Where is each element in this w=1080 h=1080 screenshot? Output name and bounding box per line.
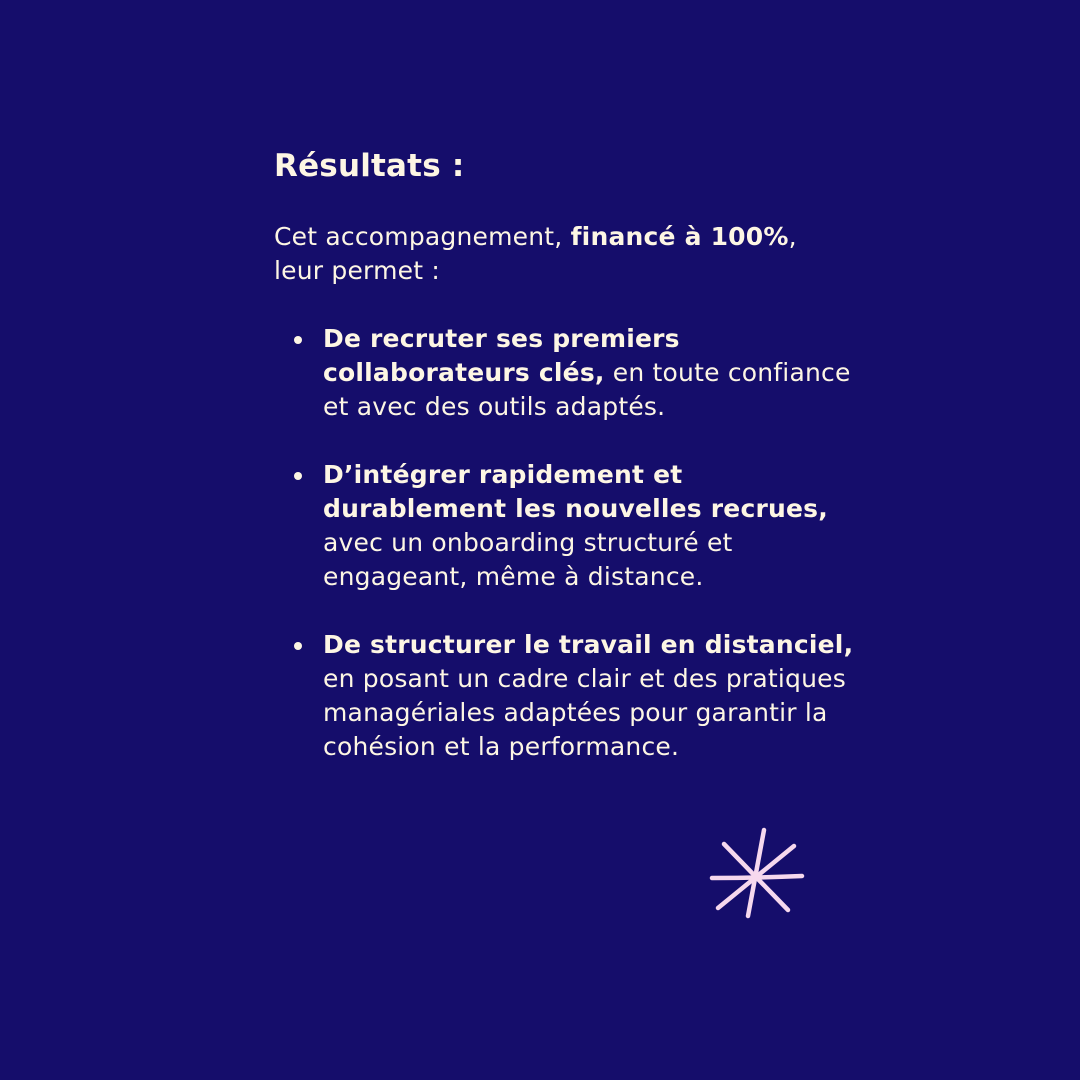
intro-text-after: , leur permet : [274,222,797,285]
bullet-dot-icon [294,336,302,344]
list-item-text: en toute confiance et avec des outils adaptés. [323,358,851,421]
list-item-onboarding [274,458,854,594]
list-item-bold-text: De structurer le travail en distanciel, [323,630,854,659]
list-item-text: en posant un cadre clair et des pratiques managériales adaptées pour garantir la cohésion et la performance. [323,664,846,761]
page-title: Résultats : [274,148,465,184]
intro-text-before: Cet accompagnement, [274,222,571,251]
bullet-dot-icon [294,642,302,650]
list-item-text: avec un onboarding structuré et engageant, même à distance. [323,528,733,591]
list-item-bold-text: De recruter ses premiers collaborateurs clés, [323,324,680,387]
intro-bold-text: financé à 100% [570,222,789,251]
sparkle-icon [706,826,806,920]
list-item-bold-text: D’intégrer rapidement et durablement les nouvelles recrues, [323,460,828,523]
intro-paragraph [274,220,854,288]
list-item-remote-work [274,628,854,764]
results-list [274,322,854,764]
results-panel [274,146,854,798]
list-item-recruit [274,322,854,424]
bullet-dot-icon [294,472,302,480]
